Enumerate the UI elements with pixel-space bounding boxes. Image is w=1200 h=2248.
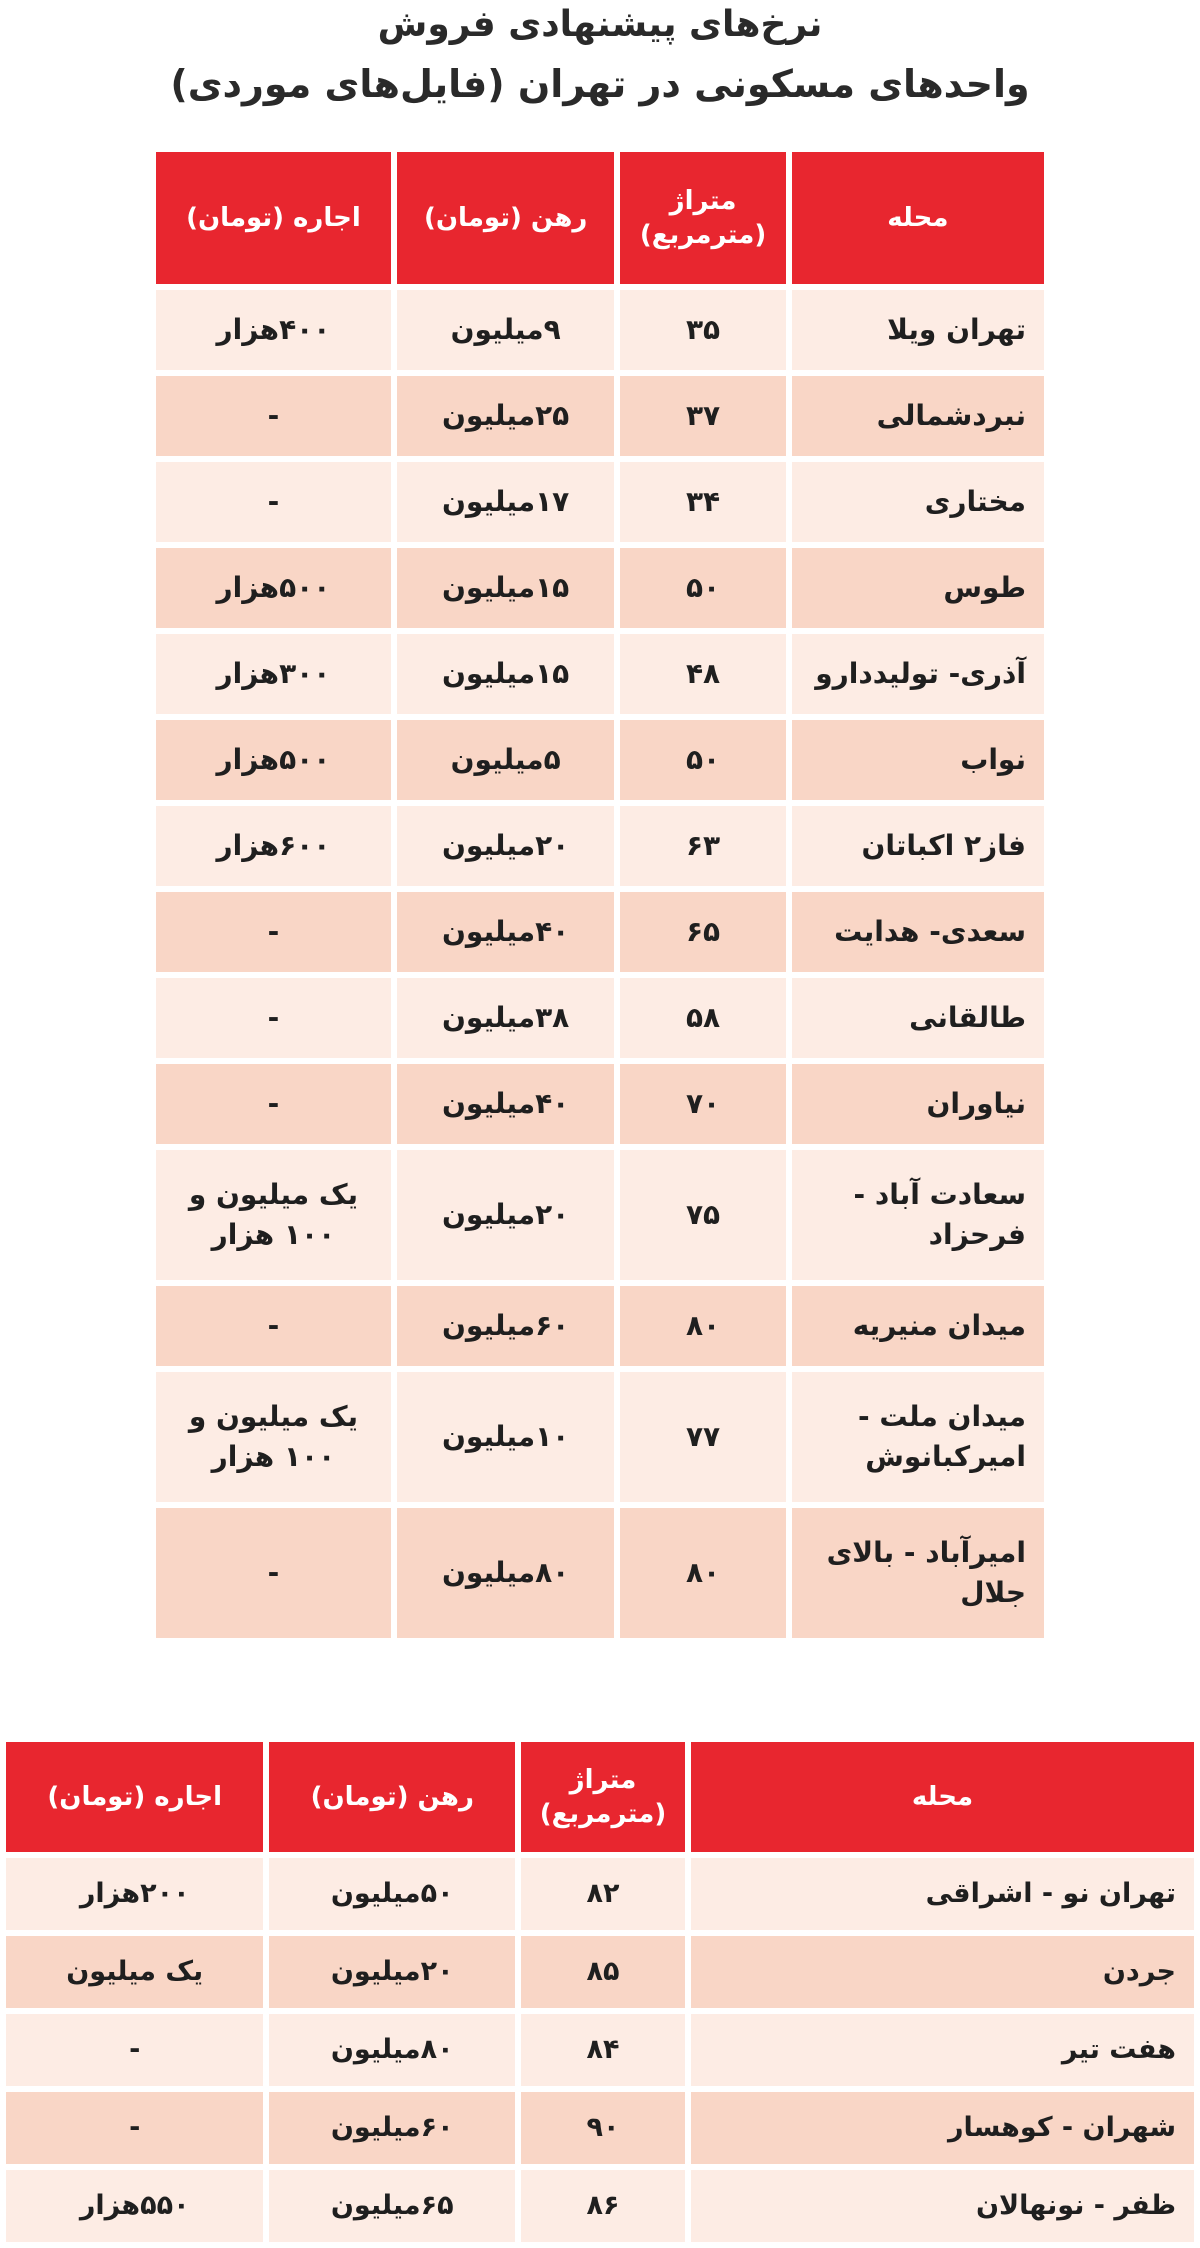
cell-area: سعدی- هدایت bbox=[792, 892, 1044, 972]
cell-rent: - bbox=[156, 892, 391, 972]
table-row bbox=[6, 2092, 1194, 2164]
cell-rent: ۵۰۰هزار bbox=[156, 548, 391, 628]
table-row bbox=[156, 462, 1044, 542]
cell-rent: ۲۰۰هزار bbox=[6, 1858, 263, 1930]
cell-deposit: ۲۰میلیون bbox=[397, 806, 615, 886]
cell-area: تهران ویلا bbox=[792, 290, 1044, 370]
cell-rent: - bbox=[156, 1286, 391, 1366]
cell-rent: یک میلیون و ۱۰۰ هزار bbox=[156, 1150, 391, 1280]
cell-deposit: ۵میلیون bbox=[397, 720, 615, 800]
table-row bbox=[156, 720, 1044, 800]
cell-size: ۹۰ bbox=[521, 2092, 685, 2164]
cell-deposit: ۸۰میلیون bbox=[269, 2014, 515, 2086]
cell-rent: - bbox=[156, 376, 391, 456]
cell-rent: - bbox=[6, 2092, 263, 2164]
table-row bbox=[156, 1150, 1044, 1280]
price-table-1 bbox=[150, 146, 1050, 1644]
table-row bbox=[6, 1936, 1194, 2008]
cell-size: ۶۵ bbox=[620, 892, 785, 972]
cell-rent: - bbox=[156, 1064, 391, 1144]
cell-size: ۶۳ bbox=[620, 806, 785, 886]
cell-area: طوس bbox=[792, 548, 1044, 628]
table-row bbox=[156, 1064, 1044, 1144]
table-row bbox=[156, 1508, 1044, 1638]
cell-deposit: ۱۰میلیون bbox=[397, 1372, 615, 1502]
cell-rent: ۳۰۰هزار bbox=[156, 634, 391, 714]
cell-size: ۸۰ bbox=[620, 1508, 785, 1638]
cell-area: شهران - کوهسار bbox=[691, 2092, 1194, 2164]
cell-area: امیرآباد - بالای جلال bbox=[792, 1508, 1044, 1638]
table-row bbox=[6, 2014, 1194, 2086]
header-area: محله bbox=[691, 1742, 1194, 1852]
cell-size: ۸۰ bbox=[620, 1286, 785, 1366]
page-subtitle: واحدهای مسکونی در تهران (فایل‌های موردی) bbox=[170, 62, 1030, 106]
cell-area: میدان ملت - امیرکبانوش bbox=[792, 1372, 1044, 1502]
cell-rent: یک میلیون و ۱۰۰ هزار bbox=[156, 1372, 391, 1502]
cell-size: ۴۸ bbox=[620, 634, 785, 714]
cell-deposit: ۶۰میلیون bbox=[269, 2092, 515, 2164]
cell-deposit: ۲۵میلیون bbox=[397, 376, 615, 456]
cell-size: ۸۴ bbox=[521, 2014, 685, 2086]
cell-deposit: ۲۰میلیون bbox=[397, 1150, 615, 1280]
table-row bbox=[156, 634, 1044, 714]
cell-area: میدان منیریه bbox=[792, 1286, 1044, 1366]
cell-size: ۵۰ bbox=[620, 720, 785, 800]
header-rent: اجاره (تومان) bbox=[6, 1742, 263, 1852]
cell-area: نواب bbox=[792, 720, 1044, 800]
cell-deposit: ۱۷میلیون bbox=[397, 462, 615, 542]
header-size: متراژ (مترمربع) bbox=[620, 152, 785, 284]
cell-deposit: ۵۰میلیون bbox=[269, 1858, 515, 1930]
price-table-2 bbox=[0, 1736, 1200, 2248]
cell-area: سعادت آباد - فرحزاد bbox=[792, 1150, 1044, 1280]
table-row bbox=[156, 1286, 1044, 1366]
cell-deposit: ۶۵میلیون bbox=[269, 2170, 515, 2242]
cell-area: نیاوران bbox=[792, 1064, 1044, 1144]
cell-area: آذری- تولیددارو bbox=[792, 634, 1044, 714]
header-deposit: رهن (تومان) bbox=[397, 152, 615, 284]
cell-rent: - bbox=[6, 2014, 263, 2086]
cell-size: ۵۸ bbox=[620, 978, 785, 1058]
table-row bbox=[156, 290, 1044, 370]
cell-rent: ۵۵۰هزار bbox=[6, 2170, 263, 2242]
cell-rent: - bbox=[156, 978, 391, 1058]
cell-area: طالقانی bbox=[792, 978, 1044, 1058]
cell-area: فاز۲ اکباتان bbox=[792, 806, 1044, 886]
cell-rent: ۴۰۰هزار bbox=[156, 290, 391, 370]
cell-deposit: ۸۰میلیون bbox=[397, 1508, 615, 1638]
table-row bbox=[6, 2170, 1194, 2242]
header-deposit: رهن (تومان) bbox=[269, 1742, 515, 1852]
cell-area: جردن bbox=[691, 1936, 1194, 2008]
table-row bbox=[6, 1858, 1194, 1930]
table-body-2 bbox=[6, 1858, 1194, 2242]
cell-rent: یک میلیون bbox=[6, 1936, 263, 2008]
cell-rent: - bbox=[156, 1508, 391, 1638]
cell-size: ۷۷ bbox=[620, 1372, 785, 1502]
cell-deposit: ۴۰میلیون bbox=[397, 892, 615, 972]
cell-deposit: ۶۰میلیون bbox=[397, 1286, 615, 1366]
table-row bbox=[156, 978, 1044, 1058]
page-title: نرخ‌های پیشنهادی فروش bbox=[377, 4, 823, 45]
cell-deposit: ۴۰میلیون bbox=[397, 1064, 615, 1144]
table-row bbox=[156, 892, 1044, 972]
cell-size: ۵۰ bbox=[620, 548, 785, 628]
table-header-row bbox=[156, 152, 1044, 284]
cell-size: ۷۰ bbox=[620, 1064, 785, 1144]
cell-deposit: ۳۸میلیون bbox=[397, 978, 615, 1058]
cell-deposit: ۹میلیون bbox=[397, 290, 615, 370]
header-size: متراژ (مترمربع) bbox=[521, 1742, 685, 1852]
cell-size: ۳۷ bbox=[620, 376, 785, 456]
cell-rent: ۶۰۰هزار bbox=[156, 806, 391, 886]
header-rent: اجاره (تومان) bbox=[156, 152, 391, 284]
cell-rent: ۵۰۰هزار bbox=[156, 720, 391, 800]
cell-area: مختاری bbox=[792, 462, 1044, 542]
cell-size: ۷۵ bbox=[620, 1150, 785, 1280]
table-body-1 bbox=[156, 290, 1044, 1638]
header-area: محله bbox=[792, 152, 1044, 284]
cell-size: ۳۴ bbox=[620, 462, 785, 542]
cell-size: ۳۵ bbox=[620, 290, 785, 370]
cell-area: هفت تیر bbox=[691, 2014, 1194, 2086]
cell-area: تهران نو - اشراقی bbox=[691, 1858, 1194, 1930]
cell-rent: - bbox=[156, 462, 391, 542]
cell-deposit: ۲۰میلیون bbox=[269, 1936, 515, 2008]
cell-size: ۸۵ bbox=[521, 1936, 685, 2008]
table-header-row bbox=[6, 1742, 1194, 1852]
table-row bbox=[156, 376, 1044, 456]
table-row bbox=[156, 806, 1044, 886]
cell-area: ظفر - نونهالان bbox=[691, 2170, 1194, 2242]
cell-deposit: ۱۵میلیون bbox=[397, 548, 615, 628]
cell-deposit: ۱۵میلیون bbox=[397, 634, 615, 714]
cell-size: ۸۶ bbox=[521, 2170, 685, 2242]
table-row bbox=[156, 548, 1044, 628]
cell-size: ۸۲ bbox=[521, 1858, 685, 1930]
cell-area: نبردشمالی bbox=[792, 376, 1044, 456]
table-row bbox=[156, 1372, 1044, 1502]
